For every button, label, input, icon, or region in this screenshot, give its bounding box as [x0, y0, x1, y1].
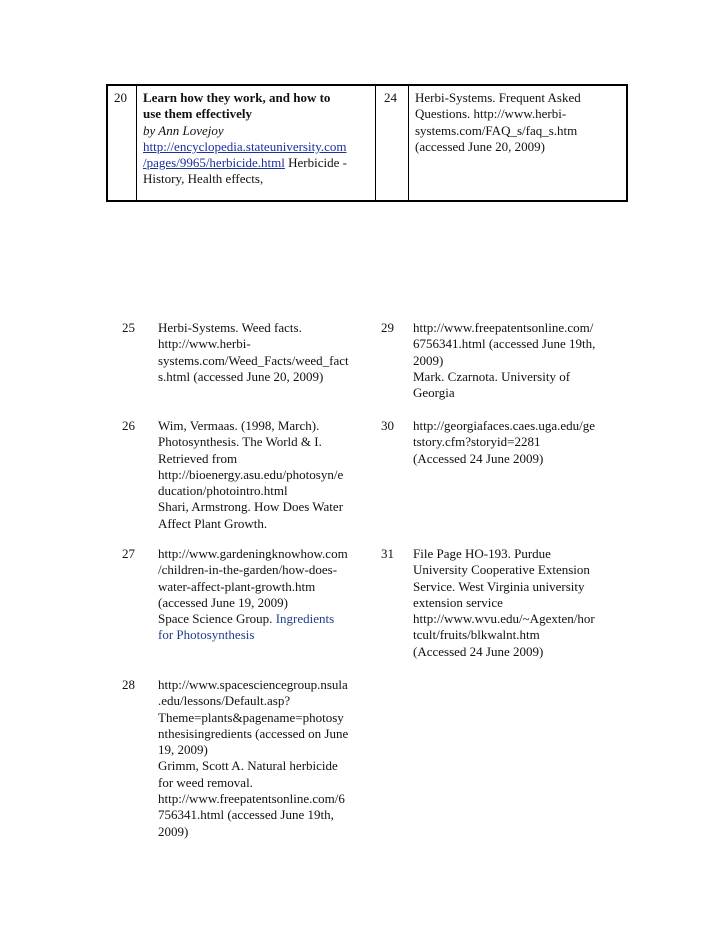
reference-text: Learn how they work, and how to — [143, 90, 331, 105]
reference-line — [158, 758, 348, 774]
reference-line — [413, 579, 595, 595]
reference-text: http://www.freepatentsonline.com/ — [413, 320, 594, 335]
reference-line — [158, 595, 348, 611]
reference-text: tstory.cfm?storyid=2281 — [413, 434, 541, 450]
reference-line — [143, 90, 347, 106]
reference-line — [158, 369, 349, 385]
reference-text: Mark. Czarnota. University of — [413, 368, 571, 384]
reference-line — [158, 627, 348, 643]
reference-line — [143, 139, 347, 155]
reference-text: Photosynthesis. The World & I. — [158, 434, 322, 450]
reference-line — [143, 171, 347, 187]
reference-line — [413, 562, 595, 578]
reference-text: http://www.herbi- — [158, 336, 251, 352]
reference-text: water-affect-plant-growth.htm — [158, 578, 316, 594]
reference-link[interactable]: http://encyclopedia.stateuniversity.com — [143, 138, 347, 154]
reference-line — [413, 451, 595, 467]
reference-line — [413, 385, 595, 401]
reference-text: .edu/lessons/Default.asp? — [158, 693, 291, 709]
reference-entry — [158, 320, 349, 385]
reference-text: Ingredients — [275, 611, 335, 627]
reference-text: History, Health effects, — [143, 171, 264, 187]
reference-line — [158, 451, 343, 467]
reference-text: use them effectively — [143, 106, 253, 122]
reference-line — [158, 742, 348, 758]
reference-line — [158, 336, 349, 352]
reference-text: Herbicide - — [284, 155, 347, 171]
reference-text: Space Science Group. — [158, 611, 276, 627]
reference-text: Georgia — [413, 385, 455, 401]
reference-text: Retrieved from — [158, 450, 238, 466]
reference-entry — [413, 418, 595, 467]
reference-line — [413, 434, 595, 450]
reference-number: 28 — [122, 677, 135, 692]
reference-line — [143, 106, 347, 122]
reference-line — [158, 775, 348, 791]
reference-number: 27 — [122, 546, 135, 561]
reference-text: Grimm, Scott A. Natural herbicide — [158, 758, 338, 774]
reference-line — [158, 726, 348, 742]
column-divider — [408, 86, 409, 200]
reference-text: Affect Plant Growth. — [158, 515, 268, 531]
reference-text: Herbi-Systems. Frequent Asked — [415, 90, 581, 105]
reference-text: http://bioenergy.asu.edu/photosyn/e — [158, 466, 344, 482]
reference-line — [415, 106, 581, 122]
reference-entry — [413, 320, 595, 401]
reference-line — [158, 467, 343, 483]
top-reference-table — [106, 84, 628, 202]
reference-line — [158, 418, 343, 434]
reference-text: (accessed June 19, 2009) — [158, 594, 288, 610]
reference-line — [158, 353, 349, 369]
reference-line — [143, 123, 347, 139]
reference-line — [158, 516, 343, 532]
reference-number: 24 — [384, 90, 397, 105]
reference-text: systems.com/FAQ_s/faq_s.htm — [415, 122, 578, 138]
reference-24-text — [415, 90, 581, 155]
reference-text: ducation/photointro.html — [158, 483, 288, 499]
reference-line — [158, 824, 348, 840]
reference-text: (accessed June 20, 2009) — [415, 138, 545, 154]
reference-text: (Accessed 24 June 2009) — [413, 450, 544, 466]
reference-text: 2009) — [158, 823, 189, 839]
reference-line — [413, 320, 595, 336]
reference-line — [413, 546, 595, 562]
reference-line — [413, 353, 595, 369]
reference-entry — [158, 546, 348, 644]
reference-line — [158, 791, 348, 807]
reference-line — [158, 807, 348, 823]
reference-line — [415, 123, 581, 139]
reference-line — [413, 644, 595, 660]
reference-entry — [413, 546, 595, 660]
reference-line — [413, 418, 595, 434]
column-divider — [375, 86, 376, 200]
reference-number: 26 — [122, 418, 135, 433]
reference-text: systems.com/Weed_Facts/weed_fact — [158, 352, 349, 368]
reference-line — [158, 499, 343, 515]
reference-text: http://www.freepatentsonline.com/6 — [158, 791, 345, 807]
reference-line — [415, 139, 581, 155]
reference-line — [413, 369, 595, 385]
reference-text: Questions. http://www.herbi- — [415, 106, 567, 122]
reference-text: 6756341.html (accessed June 19th, — [413, 336, 596, 352]
reference-text: Service. West Virginia university — [413, 578, 585, 594]
reference-text: tcult/fruits/blkwalnt.htm — [413, 627, 540, 643]
reference-text: File Page HO-193. Purdue — [413, 546, 551, 561]
reference-text: 756341.html (accessed June 19th, — [158, 807, 334, 823]
reference-text: by Ann Lovejoy — [143, 122, 224, 138]
reference-line — [158, 562, 348, 578]
reference-line — [158, 483, 343, 499]
reference-20-text — [143, 90, 347, 188]
reference-text: s.html (accessed June 20, 2009) — [158, 368, 324, 384]
reference-line — [158, 710, 348, 726]
reference-entry — [158, 418, 343, 532]
reference-text: http://georgiafaces.caes.uga.edu/ge — [413, 418, 596, 433]
reference-text: (Accessed 24 June 2009) — [413, 643, 544, 659]
reference-number: 20 — [114, 90, 127, 105]
reference-number: 29 — [381, 320, 394, 335]
reference-line — [413, 595, 595, 611]
reference-text: Theme=plants&pagename=photosy — [158, 709, 344, 725]
reference-link[interactable]: /pages/9965/herbicide.html — [143, 155, 285, 171]
reference-text: Wim, Vermaas. (1998, March). — [158, 418, 320, 433]
reference-text: 2009) — [413, 352, 444, 368]
reference-line — [143, 155, 347, 171]
reference-line — [158, 611, 348, 627]
reference-line — [158, 693, 348, 709]
reference-number: 25 — [122, 320, 135, 335]
reference-text: nthesisingredients (accessed on June — [158, 725, 349, 741]
reference-line — [158, 579, 348, 595]
reference-number: 30 — [381, 418, 394, 433]
reference-line — [158, 677, 348, 693]
reference-text: http://www.spacesciencegroup.nsula — [158, 677, 348, 692]
column-divider — [136, 86, 137, 200]
reference-text: Herbi-Systems. Weed facts. — [158, 320, 302, 335]
reference-text: University Cooperative Extension — [413, 562, 590, 578]
reference-text: for weed removal. — [158, 774, 253, 790]
reference-line — [413, 611, 595, 627]
reference-text: for Photosynthesis — [158, 627, 255, 643]
reference-text: Shari, Armstrong. How Does Water — [158, 499, 344, 515]
reference-number: 31 — [381, 546, 394, 561]
reference-line — [158, 320, 349, 336]
reference-line — [415, 90, 581, 106]
reference-line — [413, 627, 595, 643]
reference-line — [413, 336, 595, 352]
reference-text: 19, 2009) — [158, 742, 208, 758]
reference-text: http://www.gardeningknowhow.com — [158, 546, 348, 561]
reference-text: http://www.wvu.edu/~Agexten/hor — [413, 611, 595, 627]
reference-text: extension service — [413, 594, 503, 610]
reference-entry — [158, 677, 348, 840]
reference-line — [158, 434, 343, 450]
reference-text: /children-in-the-garden/how-does- — [158, 562, 338, 578]
reference-line — [158, 546, 348, 562]
